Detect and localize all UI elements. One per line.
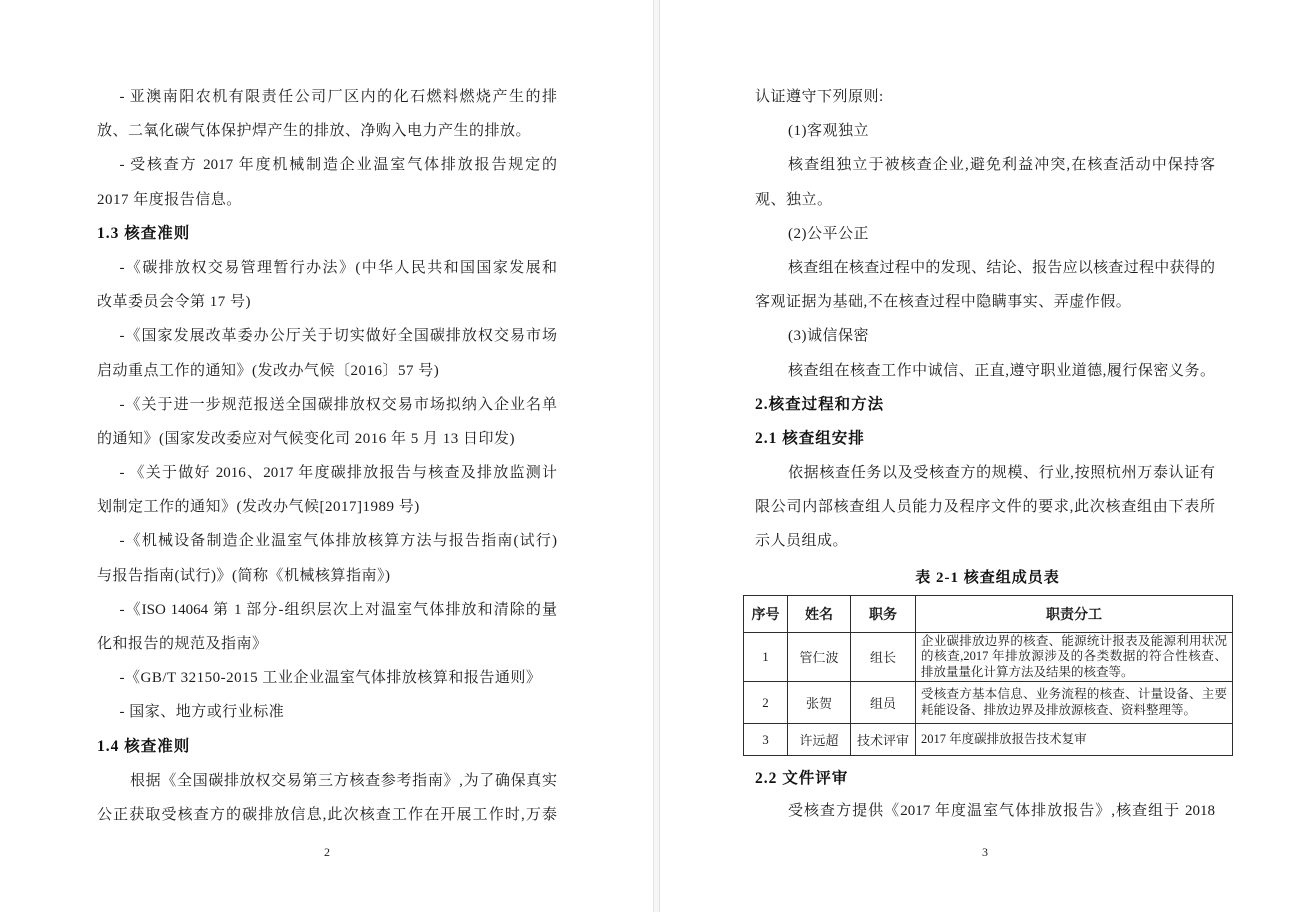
text-line: 依据核查任务以及受核查方的规模、行业,按照杭州万泰认证有 bbox=[788, 465, 1215, 482]
text-line: -《ISO 14064 第 1 部分-组织层次上对温室气体排放和清除的量 bbox=[119, 601, 557, 618]
table-cell: 技术评审 bbox=[851, 724, 916, 756]
text-line: -《GB/T 32150-2015 工业企业温室气体排放核算和报告通则》 bbox=[119, 670, 542, 687]
text-line: 1.3 核查准则 bbox=[97, 224, 191, 242]
text-line: 核查组独立于被核查企业,避免利益冲突,在核查活动中保持客 bbox=[788, 157, 1215, 174]
table-cell: 组长 bbox=[851, 632, 916, 682]
text-line: 示人员组成。 bbox=[755, 533, 849, 550]
table-cell: 企业碳排放边界的核查、能源统计报表及能源利用状况的核查,2017 年排放源涉及的各类数据的符合性核查、排放量量化计算方法及结果的核查等。 bbox=[916, 632, 1233, 682]
text-line: 限公司内部核查组人员能力及程序文件的要求,此次核查组由下表所 bbox=[755, 499, 1215, 516]
table-caption: 表 2-1 核查组成员表 bbox=[915, 569, 1060, 586]
text-line: 改革委员会令第 17 号) bbox=[97, 294, 251, 311]
text-line: (3)诚信保密 bbox=[788, 328, 869, 345]
text-line: 划制定工作的通知》(发改办气候[2017]1989 号) bbox=[97, 499, 420, 516]
text-line: 放、二氧化碳气体保护焊产生的排放、净购入电力产生的排放。 bbox=[97, 123, 532, 140]
text-line: 受核查方提供《2017 年度温室气体排放报告》,核查组于 2018 bbox=[788, 803, 1215, 820]
text-line: 的通知》(国家发改委应对气候变化司 2016 年 5 月 13 日印发) bbox=[97, 430, 515, 447]
table-row bbox=[744, 724, 1233, 756]
text-line: 根据《全国碳排放权交易第三方核查参考指南》,为了确保真实 bbox=[130, 772, 557, 789]
page-3-number: 3 bbox=[982, 845, 988, 859]
document-page-3 bbox=[660, 0, 1306, 912]
text-line: 2017 年度报告信息。 bbox=[97, 191, 242, 208]
text-line: -《关于进一步规范报送全国碳排放权交易市场拟纳入企业名单 bbox=[119, 396, 557, 413]
text-line: 2.2 文件评审 bbox=[755, 770, 849, 788]
text-line: - 国家、地方或行业标准 bbox=[119, 704, 285, 721]
page-2-content bbox=[97, 80, 557, 832]
text-line: 核查组在核查工作中诚信、正直,遵守职业道德,履行保密义务。 bbox=[788, 362, 1215, 379]
text-line: 2.核查过程和方法 bbox=[755, 395, 885, 413]
table-header-cell: 姓名 bbox=[788, 595, 851, 632]
text-line: 化和报告的规范及指南》 bbox=[97, 636, 268, 652]
table-row bbox=[744, 682, 1233, 724]
page-divider bbox=[653, 0, 660, 912]
table-cell: 张贺 bbox=[788, 682, 851, 724]
text-line: 公正获取受核查方的碳排放信息,此次核查工作在开展工作时,万泰 bbox=[97, 806, 557, 823]
table-header-cell: 序号 bbox=[744, 595, 788, 632]
text-line: (2)公平公正 bbox=[788, 225, 869, 242]
table-header-cell: 职责分工 bbox=[916, 595, 1233, 632]
table-header-row bbox=[744, 595, 1233, 632]
text-line: 启动重点工作的通知》(发改办气候〔2016〕57 号) bbox=[97, 362, 440, 379]
table-cell: 许远超 bbox=[788, 724, 851, 756]
text-line: 认证遵守下列原则: bbox=[755, 89, 884, 105]
text-line: 核查组在核查过程中的发现、结论、报告应以核查过程中获得的 bbox=[788, 259, 1215, 276]
table-cell: 3 bbox=[744, 724, 788, 756]
table-row bbox=[744, 632, 1233, 682]
text-line: 与报告指南(试行)》(简称《机械核算指南》) bbox=[97, 567, 391, 584]
table-cell: 受核查方基本信息、业务流程的核查、计量设备、主要耗能设备、排放边界及排放源核查、资料整理等。 bbox=[916, 682, 1233, 724]
text-line: -《碳排放权交易管理暂行办法》(中华人民共和国国家发展和 bbox=[119, 259, 557, 276]
table-cell: 管仁波 bbox=[788, 632, 851, 682]
text-line: (1)客观独立 bbox=[788, 123, 869, 140]
text-line: 客观证据为基础,不在核查过程中隐瞒事实、弄虚作假。 bbox=[755, 294, 1132, 311]
table-header-cell: 职务 bbox=[851, 595, 916, 632]
table-cell: 2 bbox=[744, 682, 788, 724]
text-line: 观、独立。 bbox=[755, 191, 833, 208]
text-line: -《国家发展改革委办公厅关于切实做好全国碳排放权交易市场 bbox=[119, 328, 557, 345]
page-2-number: 2 bbox=[324, 845, 330, 859]
verification-team-table bbox=[743, 595, 1233, 757]
text-line: -《机械设备制造企业温室气体排放核算方法与报告指南(试行) bbox=[119, 533, 557, 550]
table-cell: 组员 bbox=[851, 682, 916, 724]
text-line: 2.1 核查组安排 bbox=[755, 429, 865, 447]
text-line: 1.4 核查准则 bbox=[97, 737, 191, 755]
page-3-content-top bbox=[755, 80, 1215, 559]
table-cell: 2017 年度碳排放报告技术复审 bbox=[916, 724, 1233, 756]
text-line: - 《关于做好 2016、2017 年度碳排放报告与核查及排放监测计 bbox=[119, 465, 557, 482]
table-cell: 1 bbox=[744, 632, 788, 682]
text-line: - 受核查方 2017 年度机械制造企业温室气体排放报告规定的 bbox=[119, 157, 557, 174]
text-line: - 亚澳南阳农机有限责任公司厂区内的化石燃料燃烧产生的排 bbox=[119, 89, 557, 105]
page-3-content-bottom bbox=[755, 764, 1215, 828]
